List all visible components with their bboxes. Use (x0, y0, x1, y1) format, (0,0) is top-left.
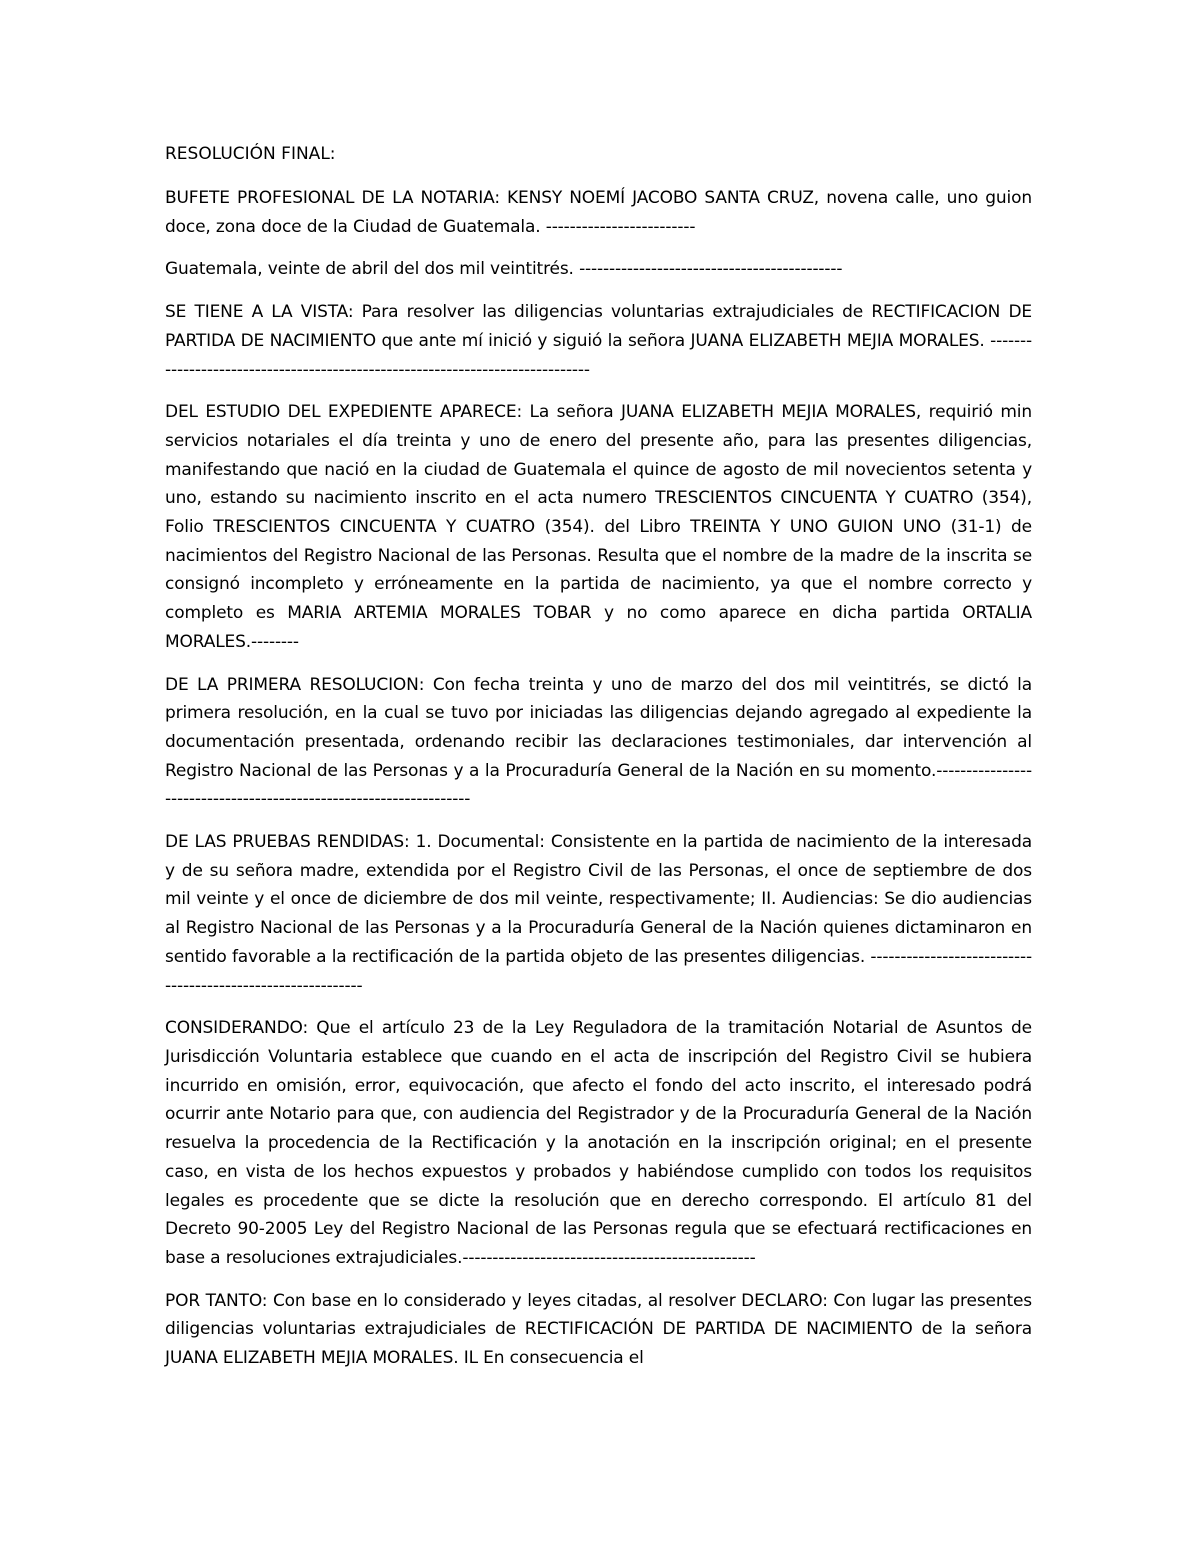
paragraph-bufete: BUFETE PROFESIONAL DE LA NOTARIA: KENSY NOEMÍ JACOBO SANTA CRUZ, novena calle, uno guion doce, zona doce de la Ciudad de Guatemala. ------------------------- (165, 188, 1032, 237)
paragraph-estudio-expediente: DEL ESTUDIO DEL EXPEDIENTE APARECE: La señora JUANA ELIZABETH MEJIA MORALES, requirió min servicios notariales el día treinta y uno de enero del presente año, para las presentes diligencias, manifestando que nació en la ciudad de Guatemala el quince de agosto de mil novecientos setenta y uno, estando su nacimiento inscrito en el acta numero TRESCIENTOS CINCUENTA Y CUATRO (354), Folio TRESCIENTOS CINCUENTA Y CUATRO (354). del Libro TREINTA Y UNO GUION UNO (31-1) de nacimientos del Registro Nacional de las Personas. Resulta que el nombre de la madre de la inscrita se consignó incompleto y erróneamente en la partida de nacimiento, ya que el nombre correcto y completo es MARIA ARTEMIA MORALES TOBAR y no como aparece en dicha partida ORTALIA MORALES.-------- (165, 402, 1032, 652)
document-page (165, 140, 1032, 1373)
paragraph-se-tiene-a-la-vista: SE TIENE A LA VISTA: Para resolver las diligencias voluntarias extrajudiciales de RECTIFICACION DE PARTIDA DE NACIMIENTO que ante mí inició y siguió la señora JUANA ELIZABETH MEJIA MORALES. ------------------------------------------------------------------------------ (165, 302, 1032, 380)
paragraph-date: Guatemala, veinte de abril del dos mil veintitrés. -------------------------------------------- (165, 259, 843, 280)
paragraph-por-tanto: POR TANTO: Con base en lo considerado y leyes citadas, al resolver DECLARO: Con lugar las presentes diligencias voluntarias extrajudiciales de RECTIFICACIÓN DE PARTIDA DE NACIMIENTO de la señora JUANA ELIZABETH MEJIA MORALES. IL En consecuencia el (165, 1290, 1032, 1369)
paragraph-primera-resolucion: DE LA PRIMERA RESOLUCION: Con fecha treinta y uno de marzo del dos mil veintitrés, se dictó la primera resolución, en la cual se tuvo por iniciadas las diligencias dejando agregado al expediente la documentación presentada, ordenando recibir las declaraciones testimoniales, dar intervención al Registro Nacional de las Personas y a la Procuraduría General de la Nación en su momento.------------------------------------------------------------------- (165, 674, 1032, 810)
paragraph-pruebas-rendidas: DE LAS PRUEBAS RENDIDAS: 1. Documental: Consistente en la partida de nacimiento de la interesada y de su señora madre, extendida por el Registro Civil de las Personas, el once de septiembre de dos mil veinte y el once de diciembre de dos mil veinte, respectivamente; II. Audiencias: Se dio audiencias al Registro Nacional de las Personas y a la Procuraduría General de la Nación quienes dictaminaron en sentido favorable a la rectificación de la partida objeto de las presentes diligencias. ------------------------------------------------------------ (165, 832, 1032, 996)
paragraph-considerando: CONSIDERANDO: Que el artículo 23 de la Ley Reguladora de la tramitación Notarial de Asuntos de Jurisdicción Voluntaria establece que cuando en el acta de inscripción del Registro Civil se hubiera incurrido en omisión, error, equivocación, que afecto el fondo del acto inscrito, el interesado podrá ocurrir ante Notario para que, con audiencia del Registrador y de la Procuraduría General de la Nación resuelva la procedencia de la Rectificación y la anotación en la inscripción original; en el presente caso, en vista de los hechos expuestos y probados y habiéndose cumplido con todos los requisitos legales es procedente que se dicte la resolución que en derecho correspondo. El artículo 81 del Decreto 90-2005 Ley del Registro Nacional de las Personas regula que se efectuará rectificaciones en base a resoluciones extrajudiciales.------------------------------------------------- (165, 1018, 1032, 1268)
document-title: RESOLUCIÓN FINAL: (165, 144, 336, 164)
